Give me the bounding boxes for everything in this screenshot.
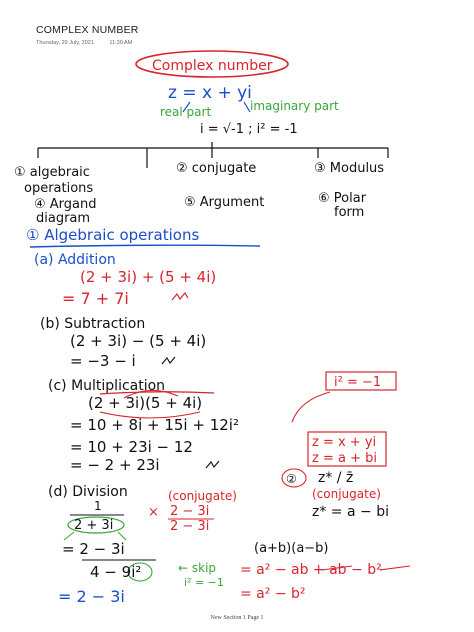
- division-denominator: 2 + 3i: [74, 518, 114, 533]
- side-z-example: z = a + bi: [312, 451, 377, 466]
- side-z-formula: z = x + yi: [312, 435, 377, 450]
- tick-mark: [162, 357, 175, 364]
- tick-mark: [206, 461, 219, 468]
- multiplication-result: = − 2 + 23i: [70, 456, 160, 474]
- division-times: ×: [148, 505, 159, 520]
- branch-algebraic: ① algebraic: [14, 165, 90, 180]
- division-numerator: 1: [94, 499, 102, 513]
- division-result: = 2 − 3i: [58, 587, 125, 606]
- side-identity-3: = a² − b²: [240, 586, 306, 602]
- page-footer: New Section 1 Page 1: [210, 615, 264, 621]
- multiplication-step2: = 10 + 23i − 12: [70, 438, 193, 456]
- addition-result: = 7 + 7i: [62, 289, 129, 308]
- branch-polar: ⑥ Polar: [318, 191, 367, 206]
- multiplication-expression: (2 + 3i)(5 + 4i): [88, 394, 203, 412]
- conjugate-numerator: 2 − 3i: [170, 504, 210, 519]
- division-step1: = 2 − 3i: [62, 540, 125, 558]
- branch-modulus: ③ Modulus: [314, 161, 385, 176]
- page-time: 11:30 AM: [109, 40, 133, 46]
- side-conjugate-formula: z* = a − bi: [312, 504, 389, 520]
- side-i-squared: i² = −1: [334, 375, 382, 390]
- i-definition: i = √-1 ; i² = -1: [200, 122, 298, 137]
- page-date: Thursday, 29 July, 2021: [36, 40, 94, 46]
- tick-mark: [172, 293, 188, 300]
- side-conjugate-symbol: z* / z̄: [318, 470, 354, 486]
- subtraction-expression: (2 + 3i) − (5 + 4i): [70, 332, 207, 350]
- side-arrow: [292, 392, 330, 422]
- branch-argand: ④ Argand: [34, 197, 97, 212]
- branch-conjugate: ② conjugate: [176, 161, 257, 176]
- multiplication-step1: = 10 + 8i + 15i + 12i²: [70, 416, 239, 434]
- skip-equation: i² = −1: [184, 576, 224, 589]
- conjugate-denominator: 2 − 3i: [170, 519, 210, 534]
- boxed-title: Complex number: [152, 58, 273, 74]
- section-heading: ① Algebraic operations: [26, 226, 200, 244]
- main-formula: z = x + yi: [168, 83, 252, 103]
- imaginary-part-label: imaginary part: [250, 99, 339, 113]
- side-identity-2: = a² − ab + ab − b²: [240, 562, 382, 578]
- branch-form: form: [334, 205, 365, 220]
- multiplication-heading: (c) Multiplication: [48, 378, 166, 394]
- page-title: COMPLEX NUMBER: [36, 24, 139, 36]
- division-heading: (d) Division: [48, 484, 128, 500]
- branch-argument: ⑤ Argument: [184, 195, 265, 210]
- subtraction-result: = −3 − i: [70, 352, 136, 370]
- addition-heading: (a) Addition: [34, 252, 116, 268]
- real-part-label: real part: [160, 105, 212, 119]
- branch-diagram: diagram: [36, 211, 91, 226]
- section-underline: [30, 245, 260, 247]
- side-identity-1: (a+b)(a−b): [254, 541, 329, 556]
- branch-operations: operations: [24, 181, 94, 196]
- subtraction-heading: (b) Subtraction: [40, 316, 146, 332]
- side-two: ②: [286, 472, 297, 486]
- division-conjugate-note: (conjugate): [168, 489, 237, 503]
- addition-expression: (2 + 3i) + (5 + 4i): [80, 268, 217, 286]
- division-step2: 4 − 9i²: [90, 563, 142, 581]
- side-conjugate-word: (conjugate): [312, 487, 381, 501]
- skip-note: ← skip: [178, 561, 217, 575]
